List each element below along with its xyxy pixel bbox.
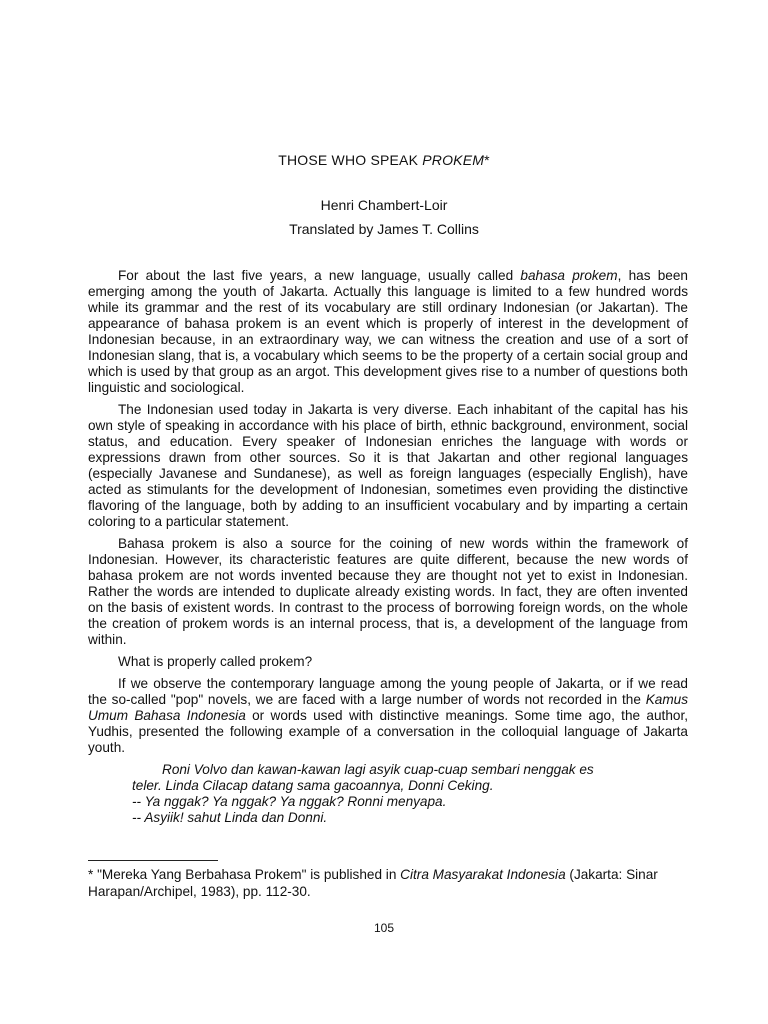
translator-credit: Translated by James T. Collins [289, 221, 479, 237]
footnote-divider [88, 860, 218, 861]
footnote [88, 866, 688, 900]
dialog-line-2: teler. Linda Cilacap datang sama gacoannya, Donni Ceking. [132, 778, 494, 793]
paragraph-1 [88, 268, 688, 396]
title-italic: PROKEM [422, 152, 485, 168]
paragraph-2: The Indonesian used today in Jakarta is very diverse. Each inhabitant of the capital has his own style of speaking in accordance with his place of birth, ethnic background, environment, social status, and education. Every speaker of Indonesian enriches the language with words or expressions drawn from other sources. So it is that Jakartan and other regional languages (especially Javanese and Sundanese), as well as foreign languages (especially English), have acted as stimulants for the development of Indonesian, sometimes even providing the distinctive flavoring of the language, both by adding to an insufficient vocabulary and by imparting a certain coloring to a particular statement. [88, 402, 688, 529]
paragraph-1-text-b: , has been emerging among the youth of Jakarta. Actually this language is limited to a few hundred words while its grammar and the rest of its vocabulary are still ordinary Indonesian (or Jakartan). The appearance of bahasa prokem is an event which is properly of interest in the development of Indonesian because, in an extraordinary way, we can witness the creation and use of a sort of Indonesian slang, that is, a vocabulary which seems to be the property of a certain social group and which is used by that group as an argot. This development gives rise to a number of questions both linguistic and sociological. [88, 268, 688, 395]
paragraph-1-text-a: For about the last five years, a new language, usually called [118, 268, 521, 283]
title-footnote-mark: * [484, 152, 490, 168]
paragraph-3: Bahasa prokem is also a source for the coining of new words within the framework of Indonesian. However, its characteristic features are quite different, because the new words of bahasa prokem are not words invented because they are thought not yet to exist in Indonesian. Rather the words are intended to duplicate already existing words. In fact, they are often invented on the basis of existent words. In contrast to the process of borrowing foreign words, on the whole the creation of prokem words is an internal process, that is, a development of the language from within. [88, 536, 688, 647]
dialog-line-3: -- Ya nggak? Ya nggak? Ya nggak? Ronni menyapa. [132, 794, 447, 809]
paragraph-5 [88, 676, 688, 756]
article-body [88, 268, 688, 826]
paragraph-5-text-b: or words used with distinctive meanings. Some time ago, the author, Yudhis, presented the following example of a conversation in the colloquial language of Jakarta youth. [88, 708, 688, 755]
paragraph-5-text-a: If we observe the contemporary language among the young people of Jakarta, or if we read the so-called "pop" novels, we are faced with a large number of words not recorded in the [88, 676, 688, 707]
footnote-italic: Citra Masyarakat Indonesia [400, 867, 566, 882]
dialog-line-4: -- Asyiik! sahut Linda dan Donni. [132, 810, 328, 825]
page-number: 105 [373, 921, 395, 935]
footnote-text-a: * "Mereka Yang Berbahasa Prokem" is published in [88, 867, 401, 882]
dialog-quote [132, 762, 688, 826]
dialog-line-1: Roni Volvo dan kawan-kawan lagi asyik cuap-cuap sembari nenggak es [162, 762, 594, 777]
author-name: Henri Chambert-Loir [320, 197, 448, 213]
footnote-text-b: (Jakarta: Sinar Harapan/Archipel, 1983), pp. 112-30. [88, 867, 658, 899]
paragraph-question: What is properly called prokem? [118, 654, 313, 669]
paragraph-5-italic: Kamus Umum Bahasa Indonesia [88, 692, 688, 723]
title-text: THOSE WHO SPEAK [278, 152, 423, 168]
paragraph-1-italic: bahasa prokem [520, 268, 618, 283]
article-title [0, 152, 768, 168]
